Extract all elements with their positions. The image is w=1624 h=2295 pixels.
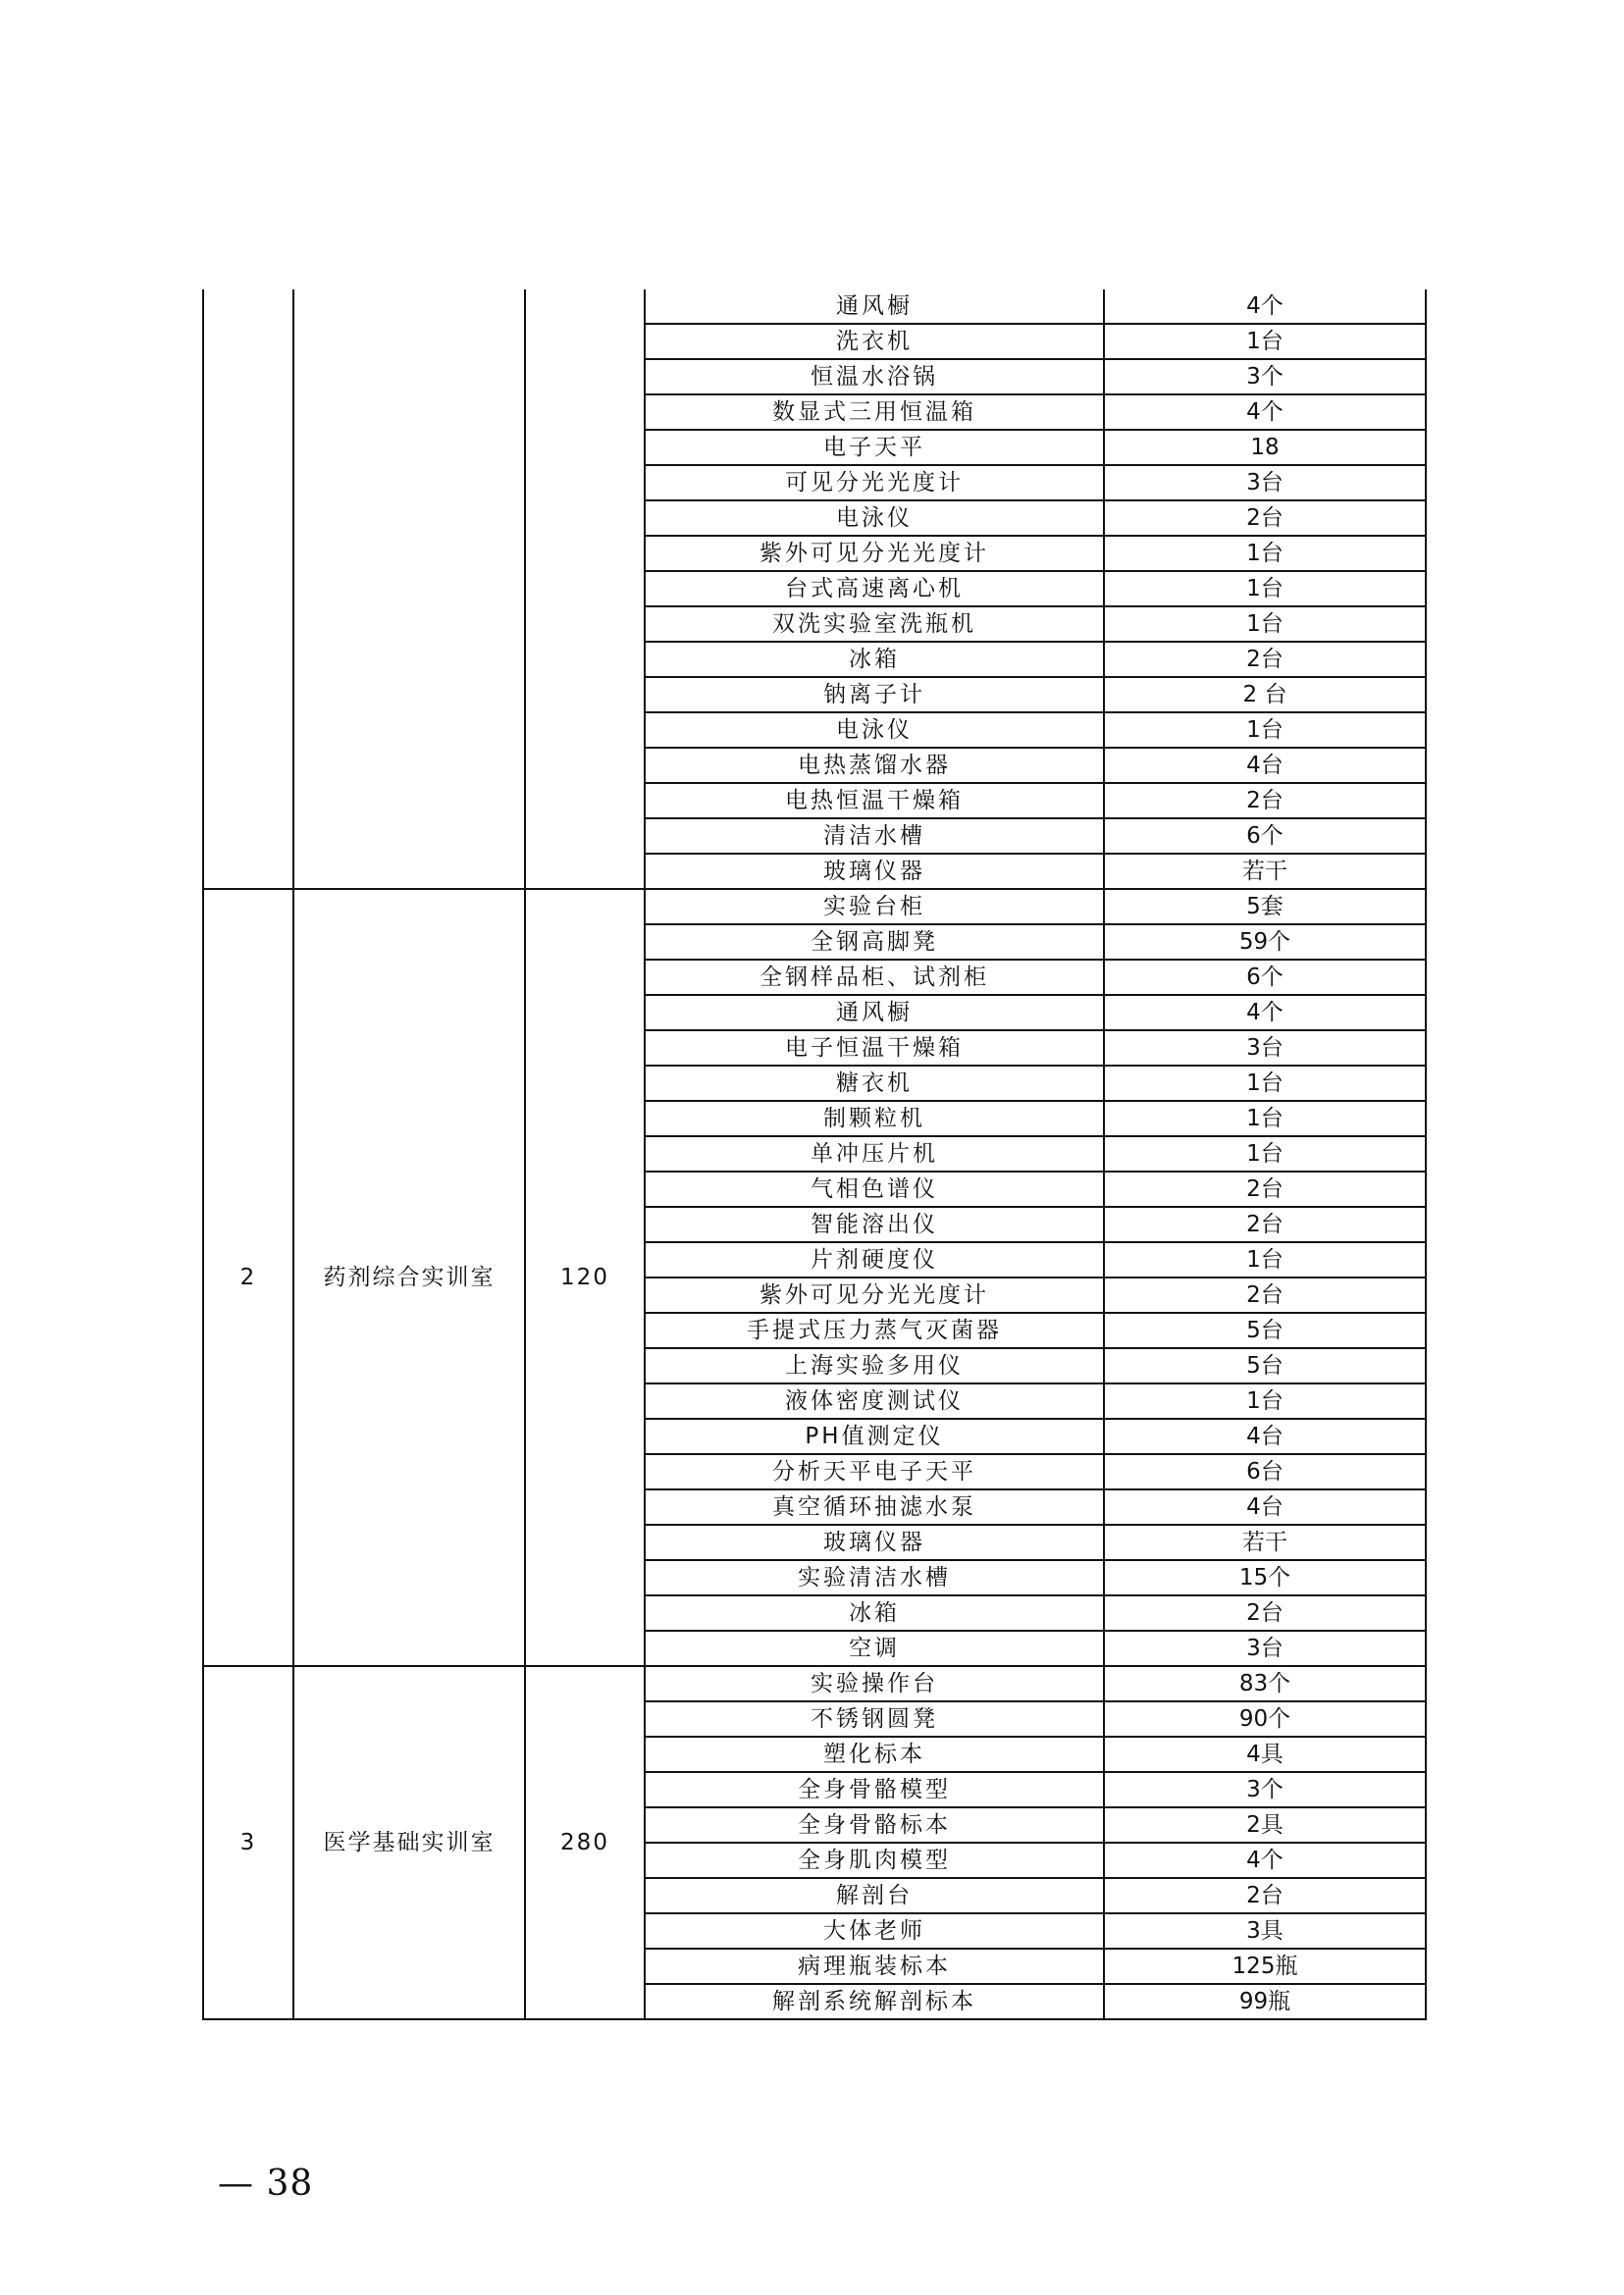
quantity-cell: 3台	[1104, 465, 1426, 500]
equipment-name-cell: 解剖台	[645, 1878, 1104, 1913]
quantity-cell: 4个	[1104, 995, 1426, 1030]
equipment-name-cell: 紫外可见分光光度计	[645, 536, 1104, 571]
quantity-cell: 2台	[1104, 783, 1426, 818]
quantity-cell: 2台	[1104, 1172, 1426, 1207]
equipment-name-cell: 片剂硬度仪	[645, 1242, 1104, 1278]
equipment-name-cell: 手提式压力蒸气灭菌器	[645, 1313, 1104, 1348]
quantity-cell: 90个	[1104, 1701, 1426, 1737]
quantity-cell: 4台	[1104, 748, 1426, 783]
equipment-name-cell: 双洗实验室洗瓶机	[645, 606, 1104, 642]
quantity-cell: 2台	[1104, 500, 1426, 536]
quantity-cell: 83个	[1104, 1666, 1426, 1701]
table-body	[203, 289, 1426, 2019]
quantity-cell: 99瓶	[1104, 1984, 1426, 2019]
equipment-name-cell: 液体密度测试仪	[645, 1383, 1104, 1419]
equipment-name-cell: 实验操作台	[645, 1666, 1104, 1701]
equipment-name-cell: 全钢样品柜、试剂柜	[645, 960, 1104, 995]
equipment-name-cell: 上海实验多用仪	[645, 1348, 1104, 1383]
table-row	[203, 1666, 1426, 1701]
equipment-name-cell: 空调	[645, 1631, 1104, 1666]
quantity-cell: 15个	[1104, 1560, 1426, 1595]
quantity-cell: 3个	[1104, 359, 1426, 394]
equipment-name-cell: 实验台柜	[645, 889, 1104, 924]
equipment-name-cell: 全身骨骼标本	[645, 1807, 1104, 1843]
equipment-name-cell: 全钢高脚凳	[645, 924, 1104, 960]
equipment-name-cell: 可见分光光度计	[645, 465, 1104, 500]
quantity-cell: 4台	[1104, 1419, 1426, 1454]
quantity-cell: 4个	[1104, 394, 1426, 430]
row-number-cell	[203, 289, 293, 889]
equipment-name-cell: 全身骨骼模型	[645, 1772, 1104, 1807]
quantity-cell: 5套	[1104, 889, 1426, 924]
row-number-cell: 2	[203, 889, 293, 1666]
quantity-cell: 4具	[1104, 1737, 1426, 1772]
quantity-cell: 1台	[1104, 606, 1426, 642]
quantity-cell: 3具	[1104, 1913, 1426, 1949]
quantity-cell: 1台	[1104, 712, 1426, 748]
quantity-cell: 6个	[1104, 960, 1426, 995]
quantity-cell: 59个	[1104, 924, 1426, 960]
area-cell: 120	[525, 889, 645, 1666]
quantity-cell: 1台	[1104, 1066, 1426, 1101]
quantity-cell: 2台	[1104, 1878, 1426, 1913]
quantity-cell: 2台	[1104, 642, 1426, 677]
quantity-cell: 3个	[1104, 1772, 1426, 1807]
equipment-name-cell: 智能溶出仪	[645, 1207, 1104, 1242]
quantity-cell: 1台	[1104, 1136, 1426, 1172]
equipment-name-cell: 紫外可见分光光度计	[645, 1278, 1104, 1313]
equipment-name-cell: 塑化标本	[645, 1737, 1104, 1772]
quantity-cell: 6台	[1104, 1454, 1426, 1489]
quantity-cell: 3台	[1104, 1631, 1426, 1666]
equipment-name-cell: 单冲压片机	[645, 1136, 1104, 1172]
quantity-cell: 1台	[1104, 324, 1426, 359]
row-number-cell: 3	[203, 1666, 293, 2019]
quantity-cell: 4个	[1104, 1843, 1426, 1878]
quantity-cell: 2 台	[1104, 677, 1426, 712]
quantity-cell: 2台	[1104, 1278, 1426, 1313]
quantity-cell: 1台	[1104, 571, 1426, 606]
equipment-name-cell: PH值测定仪	[645, 1419, 1104, 1454]
quantity-cell: 5台	[1104, 1313, 1426, 1348]
room-name-cell	[293, 289, 525, 889]
equipment-name-cell: 解剖系统解剖标本	[645, 1984, 1104, 2019]
equipment-name-cell: 气相色谱仪	[645, 1172, 1104, 1207]
equipment-name-cell: 电泳仪	[645, 712, 1104, 748]
quantity-cell: 1台	[1104, 1101, 1426, 1136]
equipment-name-cell: 玻璃仪器	[645, 854, 1104, 889]
quantity-cell: 3台	[1104, 1030, 1426, 1066]
area-cell: 280	[525, 1666, 645, 2019]
equipment-name-cell: 电子恒温干燥箱	[645, 1030, 1104, 1066]
equipment-name-cell: 清洁水槽	[645, 818, 1104, 854]
equipment-name-cell: 全身肌肉模型	[645, 1843, 1104, 1878]
equipment-name-cell: 不锈钢圆凳	[645, 1701, 1104, 1737]
equipment-name-cell: 洗衣机	[645, 324, 1104, 359]
equipment-name-cell: 玻璃仪器	[645, 1525, 1104, 1560]
equipment-name-cell: 真空循环抽滤水泵	[645, 1489, 1104, 1525]
equipment-name-cell: 病理瓶装标本	[645, 1949, 1104, 1984]
quantity-cell: 6个	[1104, 818, 1426, 854]
equipment-name-cell: 钠离子计	[645, 677, 1104, 712]
equipment-name-cell: 恒温水浴锅	[645, 359, 1104, 394]
equipment-name-cell: 电热恒温干燥箱	[645, 783, 1104, 818]
quantity-cell: 18	[1104, 430, 1426, 465]
quantity-cell: 4个	[1104, 289, 1426, 324]
quantity-cell: 1台	[1104, 536, 1426, 571]
quantity-cell: 5台	[1104, 1348, 1426, 1383]
equipment-table	[202, 289, 1427, 2020]
equipment-name-cell: 电热蒸馏水器	[645, 748, 1104, 783]
equipment-name-cell: 通风橱	[645, 289, 1104, 324]
quantity-cell: 1台	[1104, 1383, 1426, 1419]
quantity-cell: 125瓶	[1104, 1949, 1426, 1984]
quantity-cell: 1台	[1104, 1242, 1426, 1278]
area-cell	[525, 289, 645, 889]
table-row	[203, 289, 1426, 324]
quantity-cell: 2台	[1104, 1207, 1426, 1242]
equipment-name-cell: 糖衣机	[645, 1066, 1104, 1101]
page-number: — 38	[218, 2164, 314, 2204]
room-name-cell: 医学基础实训室	[293, 1666, 525, 2019]
equipment-name-cell: 台式高速离心机	[645, 571, 1104, 606]
equipment-name-cell: 电泳仪	[645, 500, 1104, 536]
table-row	[203, 889, 1426, 924]
quantity-cell: 若干	[1104, 1525, 1426, 1560]
equipment-name-cell: 电子天平	[645, 430, 1104, 465]
equipment-name-cell: 大体老师	[645, 1913, 1104, 1949]
quantity-cell: 2台	[1104, 1595, 1426, 1631]
equipment-name-cell: 实验清洁水槽	[645, 1560, 1104, 1595]
equipment-name-cell: 冰箱	[645, 642, 1104, 677]
equipment-name-cell: 制颗粒机	[645, 1101, 1104, 1136]
equipment-name-cell: 数显式三用恒温箱	[645, 394, 1104, 430]
quantity-cell: 2具	[1104, 1807, 1426, 1843]
quantity-cell: 若干	[1104, 854, 1426, 889]
equipment-name-cell: 冰箱	[645, 1595, 1104, 1631]
quantity-cell: 4台	[1104, 1489, 1426, 1525]
equipment-name-cell: 通风橱	[645, 995, 1104, 1030]
room-name-cell: 药剂综合实训室	[293, 889, 525, 1666]
equipment-name-cell: 分析天平电子天平	[645, 1454, 1104, 1489]
